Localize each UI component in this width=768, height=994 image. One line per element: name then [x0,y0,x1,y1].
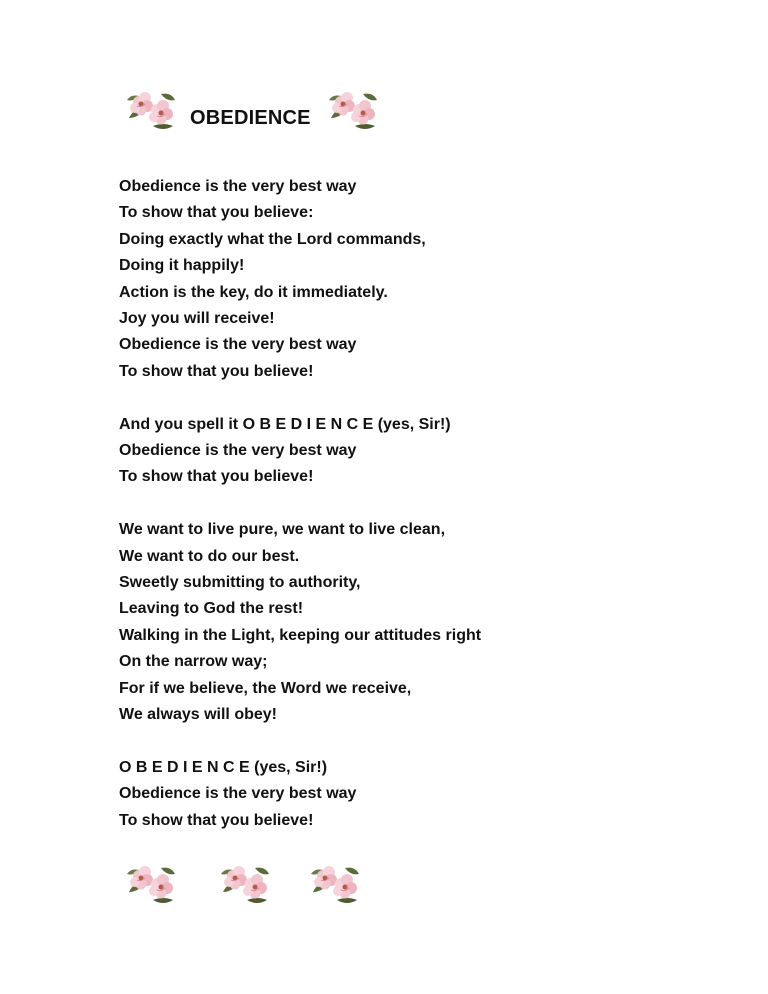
poem-line: Sweetly submitting to authority, [119,574,361,592]
poem-line: Action is the key, do it immediately. [119,283,388,301]
poem-line: We want to live pure, we want to live clean, [119,521,446,539]
poem-line: Doing exactly what the Lord commands, [119,230,426,248]
pink-flower-icon [325,88,381,132]
poem-line: We want to do our best. [119,547,300,565]
poem-line: O B E D I E N C E (yes, Sir!) [119,758,328,776]
poem-line: Obedience is the very best way [119,785,357,803]
poem-body [119,174,481,861]
poem-line: For if we believe, the Word we receive, [119,679,412,697]
poem-line: Obedience is the very best way [119,336,357,354]
poem-line: To show that you believe! [119,468,314,486]
poem-line: Joy you will receive! [119,310,275,328]
poem-line: Leaving to God the rest! [119,600,304,618]
poem-line: And you spell it O B E D I E N C E (yes, Sir!) [119,415,451,433]
poem-line: On the narrow way; [119,653,268,671]
stanza-2 [119,412,481,491]
poem-line: To show that you believe! [119,811,314,829]
stanza-4 [119,755,481,834]
poem-line: Walking in the Light, keeping our attitudes right [119,626,482,644]
pink-flower-icon [123,862,179,906]
stanza-3 [119,517,481,728]
poem-line: We always will obey! [119,706,277,724]
pink-flower-icon [123,88,179,132]
poem-line: Obedience is the very best way [119,442,357,460]
poem-line: To show that you believe! [119,362,314,380]
pink-flower-icon [307,862,363,906]
stanza-1 [119,174,481,385]
poem-line: Doing it happily! [119,257,245,275]
poem-line: To show that you believe: [119,204,314,222]
pink-flower-icon [217,862,273,906]
poem-title: OBEDIENCE [190,107,311,129]
poem-line: Obedience is the very best way [119,178,357,195]
